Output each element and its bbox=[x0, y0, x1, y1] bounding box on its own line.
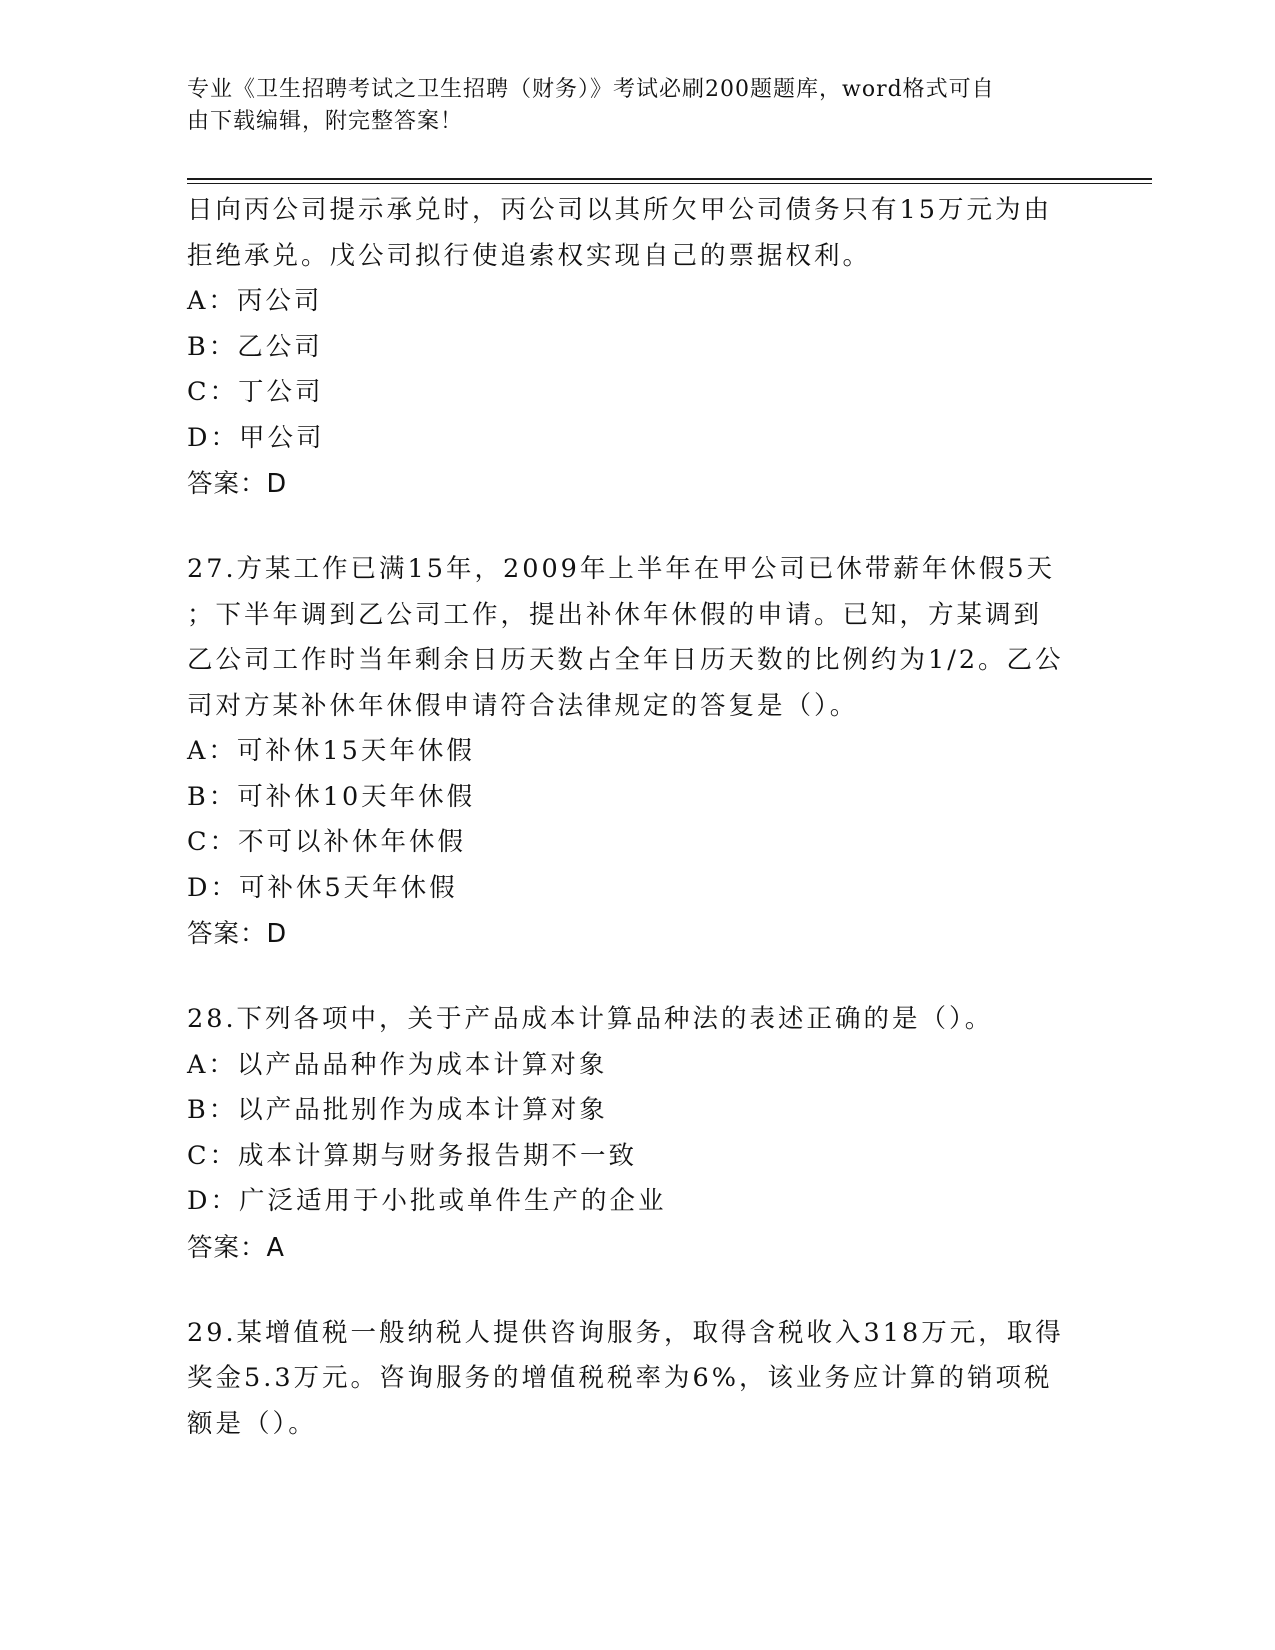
header-line-2: 由下载编辑，附完整答案！ bbox=[187, 109, 464, 134]
question-stem-line: 日向丙公司提示承兑时，丙公司以其所欠甲公司债务只有15万元为由 bbox=[187, 195, 1052, 225]
option-b: B：以产品批别作为成本计算对象 bbox=[187, 1095, 608, 1125]
option-a: A：可补休15天年休假 bbox=[187, 736, 475, 766]
question-stem-line: 乙公司工作时当年剩余日历天数占全年日历天数的比例约为1/2。乙公 bbox=[187, 645, 1064, 675]
answer: 答案：A bbox=[187, 1232, 285, 1263]
question-27 bbox=[187, 547, 1092, 957]
question-stem-line: ；下半年调到乙公司工作，提出补休年休假的申请。已知，方某调到 bbox=[187, 599, 1043, 630]
option-b: B：乙公司 bbox=[187, 331, 323, 362]
answer: 答案：D bbox=[187, 919, 288, 949]
question-stem-line: 28.下列各项中，关于产品成本计算品种法的表述正确的是（）。 bbox=[187, 1004, 994, 1034]
question-stem-line: 额是（）。 bbox=[187, 1408, 317, 1439]
option-d: D：广泛适用于小批或单件生产的企业 bbox=[187, 1186, 667, 1216]
header-divider-thin bbox=[187, 183, 1152, 184]
question-stem-line: 拒绝承兑。戊公司拟行使追索权实现自己的票据权利。 bbox=[187, 240, 872, 271]
option-c: C：丁公司 bbox=[187, 377, 324, 407]
question-stem-line: 27.方某工作已满15年，2009年上半年在甲公司已休带薪年休假5天 bbox=[187, 554, 1056, 584]
header-divider-thick bbox=[187, 178, 1152, 180]
document-header bbox=[187, 74, 1067, 138]
answer: 答案：D bbox=[187, 469, 288, 499]
question-stem-line: 奖金5.3万元。咨询服务的增值税税率为6%，该业务应计算的销项税 bbox=[187, 1363, 1053, 1393]
question-list bbox=[187, 188, 1092, 1447]
spacer bbox=[187, 1271, 1092, 1311]
question-28 bbox=[187, 997, 1092, 1271]
header-line-1: 专业《卫生招聘考试之卫生招聘（财务）》考试必刷200题题库，word格式可自 bbox=[187, 77, 995, 102]
spacer bbox=[187, 957, 1092, 997]
option-a: A：丙公司 bbox=[187, 286, 323, 316]
question-26 bbox=[187, 188, 1092, 507]
spacer bbox=[187, 507, 1092, 547]
option-a: A：以产品品种作为成本计算对象 bbox=[187, 1049, 608, 1080]
option-c: C：成本计算期与财务报告期不一致 bbox=[187, 1140, 638, 1171]
option-d: D：可补休5天年休假 bbox=[187, 872, 458, 903]
question-stem-line: 司对方某补休年休假申请符合法律规定的答复是（）。 bbox=[187, 690, 859, 721]
question-29 bbox=[187, 1311, 1092, 1448]
option-c: C：不可以补休年休假 bbox=[187, 827, 467, 857]
option-b: B：可补休10天年休假 bbox=[187, 781, 476, 812]
option-d: D：甲公司 bbox=[187, 422, 325, 453]
question-stem-line: 29.某增值税一般纳税人提供咨询服务，取得含税收入318万元，取得 bbox=[187, 1317, 1064, 1348]
